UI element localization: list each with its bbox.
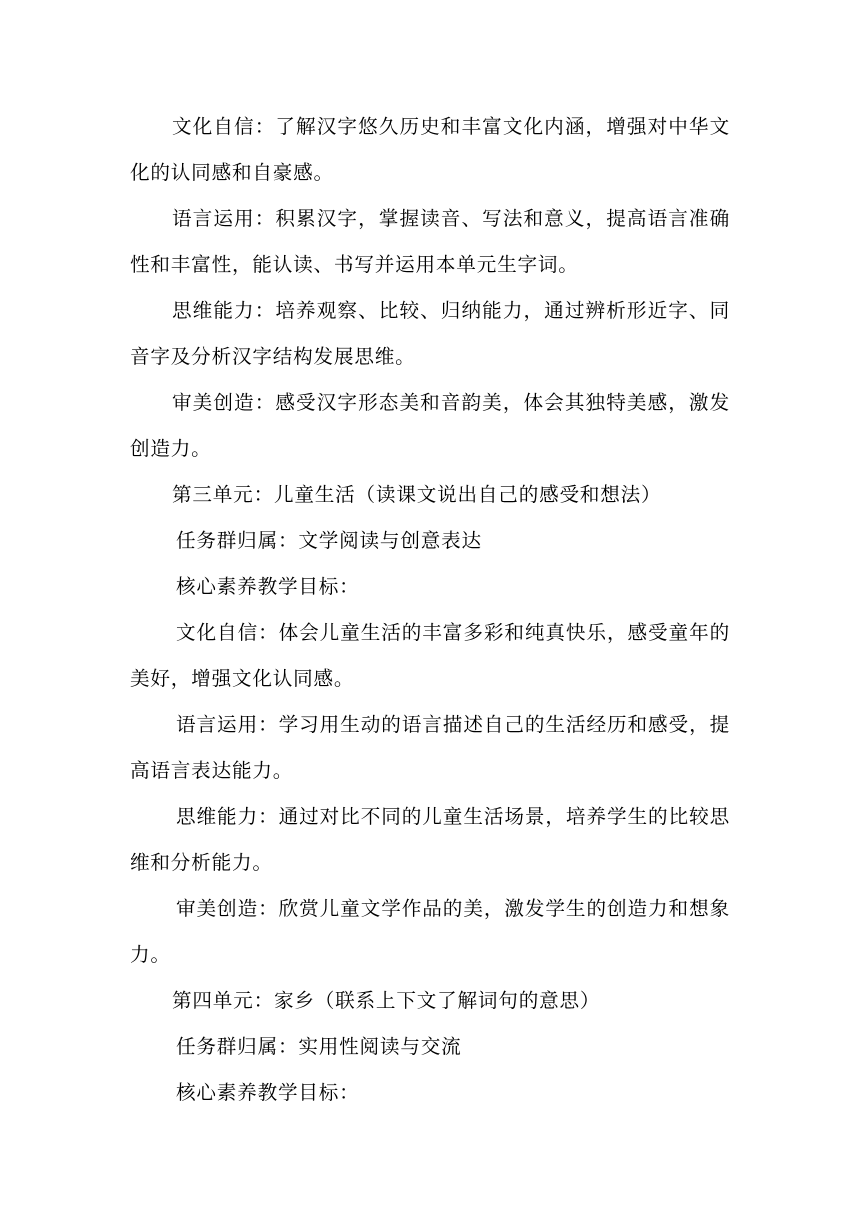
paragraph-thinking-ability-unit2: 思维能力：培养观察、比较、归纳能力，通过辨析形近字、同音字及分析汉字结构发展思维。 bbox=[130, 299, 730, 368]
document-body bbox=[130, 104, 730, 1116]
paragraph-culture-confidence-unit3: 文化自信：体会儿童生活的丰富多彩和纯真快乐，感受童年的美好，增强文化认同感。 bbox=[130, 621, 730, 690]
paragraph-aesthetic-creation-unit2: 审美创造：感受汉字形态美和音韵美，体会其独特美感，激发创造力。 bbox=[130, 391, 730, 460]
paragraph-language-use-unit2: 语言运用：积累汉字，掌握读音、写法和意义，提高语言准确性和丰富性，能认读、书写并运用本单元生字词。 bbox=[130, 207, 730, 276]
unit3-core-goals-label: 核心素养教学目标： bbox=[176, 575, 360, 598]
unit4-heading: 第四单元：家乡（联系上下文了解词句的意思） bbox=[172, 989, 601, 1012]
paragraph-language-use-unit3: 语言运用：学习用生动的语言描述自己的生活经历和感受，提高语言表达能力。 bbox=[130, 713, 730, 782]
unit3-heading: 第三单元：儿童生活（读课文说出自己的感受和想法） bbox=[172, 483, 662, 506]
unit4-core-goals-label: 核心素养教学目标： bbox=[176, 1081, 360, 1104]
unit3-task-group: 任务群归属：文学阅读与创意表达 bbox=[176, 529, 482, 552]
paragraph-aesthetic-creation-unit3: 审美创造：欣赏儿童文学作品的美，激发学生的创造力和想象力。 bbox=[130, 897, 730, 966]
paragraph-culture-confidence-unit2: 文化自信：了解汉字悠久历史和丰富文化内涵，增强对中华文化的认同感和自豪感。 bbox=[130, 115, 730, 184]
unit4-task-group: 任务群归属：实用性阅读与交流 bbox=[176, 1035, 462, 1058]
paragraph-thinking-ability-unit3: 思维能力：通过对比不同的儿童生活场景，培养学生的比较思维和分析能力。 bbox=[130, 805, 730, 874]
